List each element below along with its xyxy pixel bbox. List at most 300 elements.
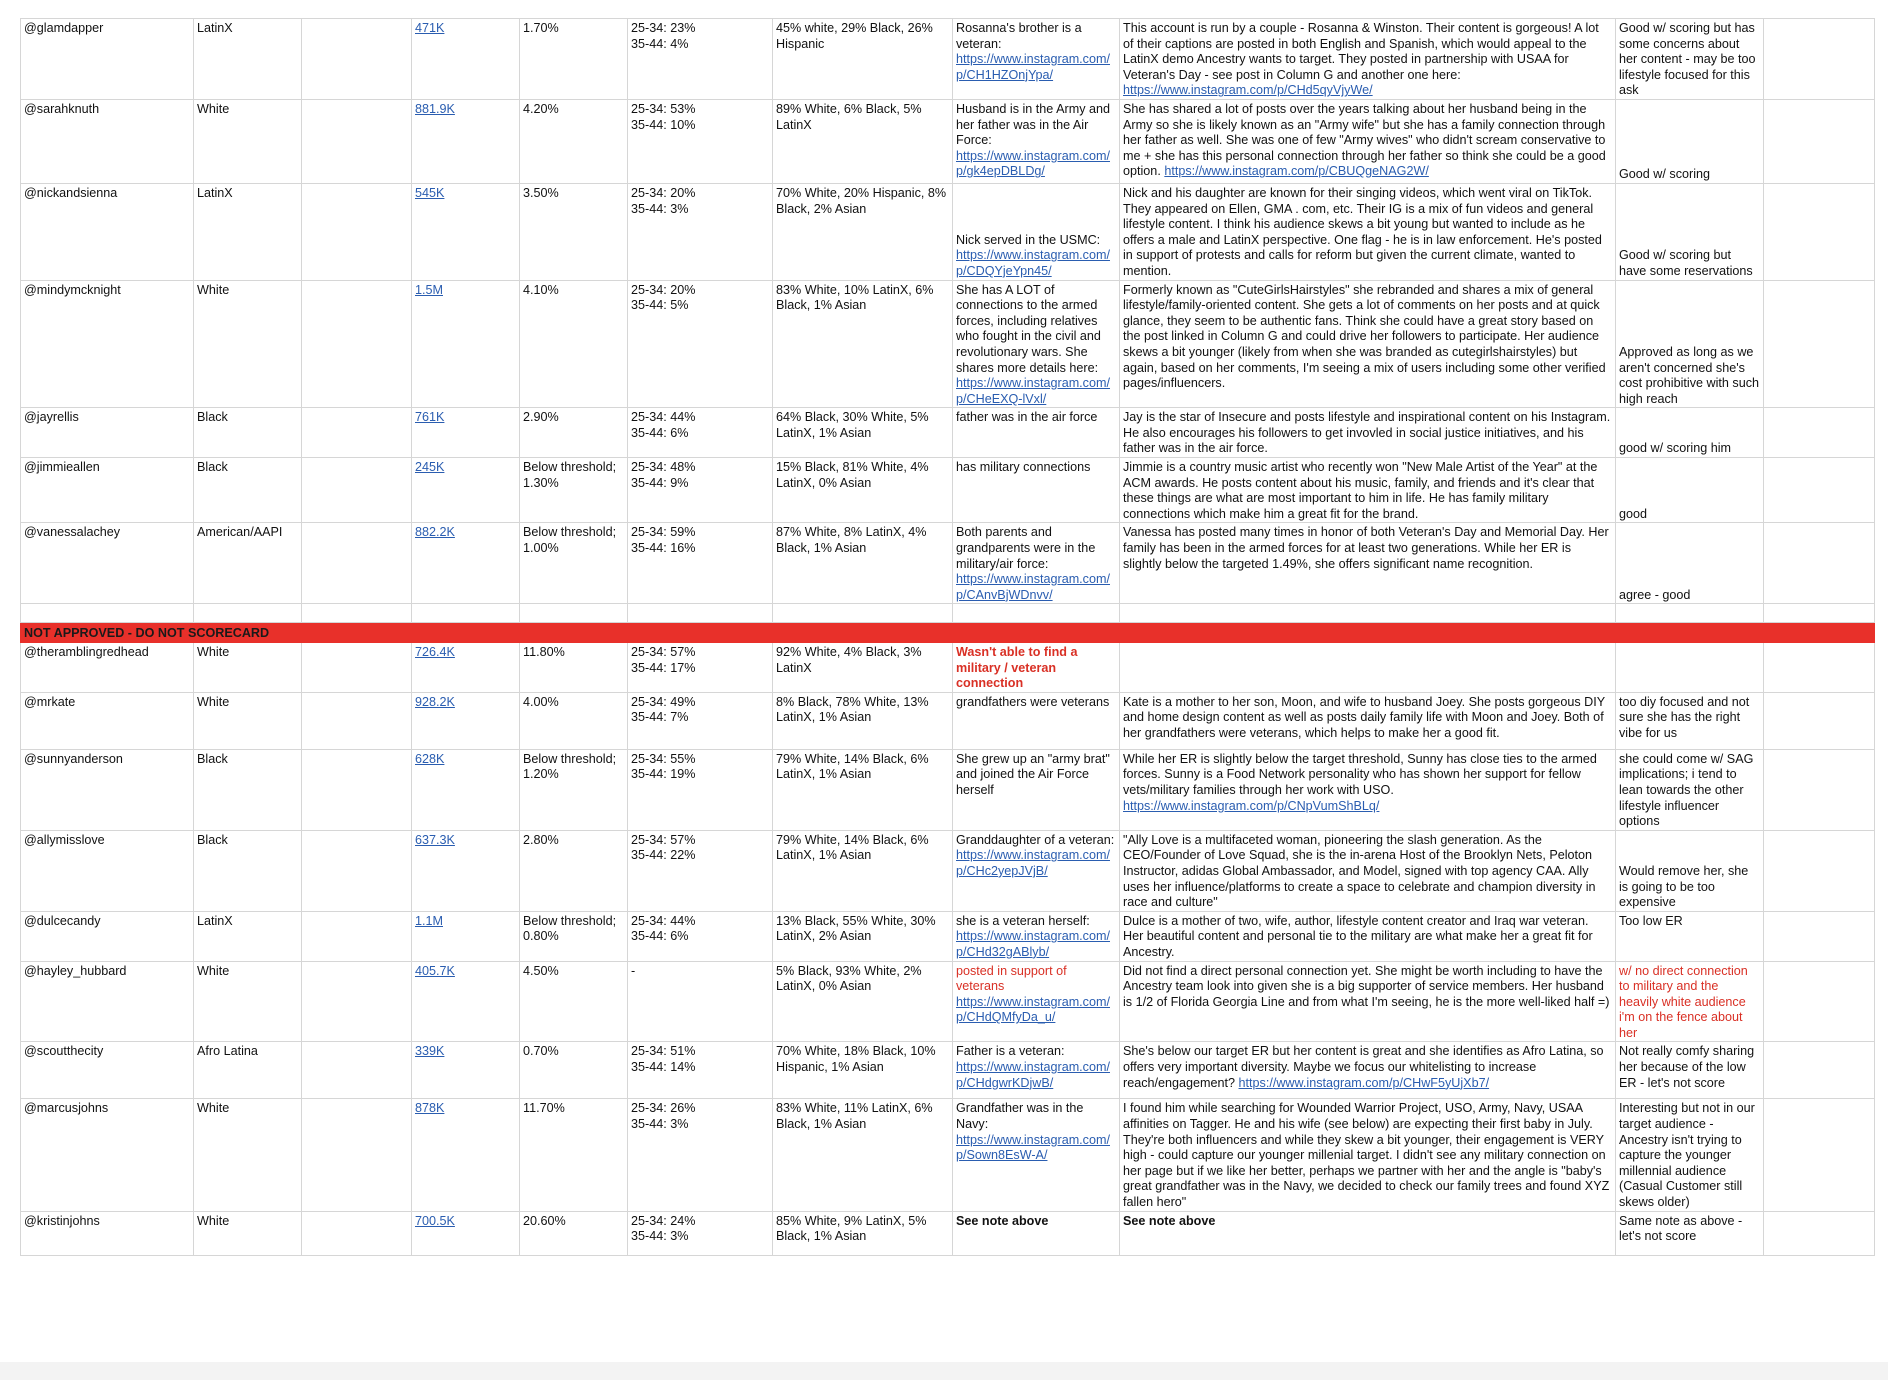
age-breakdown-cell[interactable] xyxy=(628,749,773,830)
handle-cell[interactable] xyxy=(21,458,194,523)
ethnicity-cell[interactable] xyxy=(194,1099,302,1211)
handle-text: @sunnyanderson xyxy=(24,751,123,766)
age-breakdown-cell[interactable] xyxy=(628,692,773,749)
handle-text: @glamdapper xyxy=(24,21,104,35)
audience-breakdown-cell[interactable] xyxy=(773,19,953,100)
empty-cell[interactable] xyxy=(302,643,412,693)
notes-text: She has shared a lot of posts over the years talking about her husband being in the Army so she is likely known as an "Army wife" but she has a family connection through her father as well. She was one of few "Army wives" who didn't scream conservative to me + she has this personal connection through her father so think she could be a good option. xyxy=(1123,101,1606,179)
notes-text: I found him while searching for Wounded Warrior Project, USO, Army, Navy, USAA affinities on Tagger. He and his wife (see below) are expecting their first baby in July. They're both influencers and while they skew a bit younger, their engagement is VERY high - could capture our younger millenial target. I didn't see any military connection on her page but if we like her better, perhaps we partner with her and the angle is "baby's great grandfather was in the Navy, we decided to check our family trees and found XYZ fallen hero" xyxy=(1123,1101,1610,1210)
notes-cell[interactable] xyxy=(1120,183,1616,280)
empty-cell[interactable] xyxy=(302,749,412,830)
audience-breakdown-cell[interactable] xyxy=(773,523,953,604)
followers-link[interactable]: 471K xyxy=(415,21,445,35)
feedback-cell[interactable] xyxy=(1616,1211,1764,1255)
notes-cell[interactable] xyxy=(1120,911,1616,961)
empty-cell[interactable] xyxy=(1764,183,1875,280)
followers-cell[interactable] xyxy=(412,408,520,458)
notes-cell[interactable] xyxy=(1120,961,1616,1042)
engagement-rate-text: 2.80% xyxy=(523,832,559,847)
followers-link[interactable]: 726.4K xyxy=(415,645,455,659)
age-breakdown-cell[interactable] xyxy=(628,830,773,911)
military-connection-cell[interactable] xyxy=(953,19,1120,100)
ethnicity-text: Black xyxy=(197,832,228,847)
military-connection-text: She grew up an "army brat" and joined the Air Force herself xyxy=(956,751,1110,797)
age-breakdown-text: 25-34: 20% 35-44: 3% xyxy=(631,185,696,216)
audience-breakdown-text: 92% White, 4% Black, 3% LatinX xyxy=(776,645,922,675)
empty-cell[interactable] xyxy=(1764,749,1875,830)
followers-link[interactable]: 545K xyxy=(415,185,445,200)
military-connection-link[interactable]: https://www.instagram.com/p/CHdQMfyDa_u/ xyxy=(956,994,1110,1025)
handle-text: @hayley_hubbard xyxy=(24,963,127,978)
ethnicity-cell[interactable] xyxy=(194,830,302,911)
followers-cell[interactable] xyxy=(412,961,520,1042)
feedback-text: good w/ scoring him xyxy=(1619,441,1731,456)
notes-text: Vanessa has posted many times in honor of both Veteran's Day and Memorial Day. Her family has been in the armed forces for at least two generations. While her ER is slightly below the targeted 1.49%, she offers significant name recognition. xyxy=(1123,525,1609,571)
feedback-text: Good w/ scoring but has some concerns about her content - may be too lifestyle focused for this ask xyxy=(1619,21,1756,98)
handle-cell[interactable] xyxy=(21,911,194,961)
engagement-rate-text: 4.10% xyxy=(523,282,559,297)
feedback-text: too diy focused and not sure she has the right vibe for us xyxy=(1619,694,1750,740)
notes-text: This account is run by a couple - Rosanna & Winston. Their content is gorgeous! A lot of their captions are posted in both English and Spanish, which would appeal to the LatinX demo Ancestry wants to target. They posted in partnership with USAA for Veteran's Day - see post in Column G and another one here: xyxy=(1123,21,1599,82)
feedback-cell[interactable] xyxy=(1616,523,1764,604)
empty-cell[interactable] xyxy=(302,1042,412,1099)
followers-link[interactable]: 1.1M xyxy=(415,913,443,928)
followers-cell[interactable] xyxy=(412,1211,520,1255)
empty-cell[interactable] xyxy=(302,523,412,604)
handle-cell[interactable] xyxy=(21,749,194,830)
engagement-rate-cell[interactable] xyxy=(520,523,628,604)
empty-cell[interactable] xyxy=(1764,408,1875,458)
audience-breakdown-cell[interactable] xyxy=(773,1042,953,1099)
ethnicity-cell[interactable] xyxy=(194,1042,302,1099)
age-breakdown-text: 25-34: 57% 35-44: 17% xyxy=(631,645,696,675)
audience-breakdown-text: 89% White, 6% Black, 5% LatinX xyxy=(776,101,922,132)
notes-link[interactable]: https://www.instagram.com/p/CBUQgeNAG2W/ xyxy=(1164,164,1429,179)
followers-link[interactable]: 339K xyxy=(415,1044,445,1059)
empty-cell[interactable] xyxy=(302,1099,412,1211)
table-row xyxy=(21,19,1875,100)
audience-breakdown-cell[interactable] xyxy=(773,280,953,408)
followers-cell[interactable] xyxy=(412,1099,520,1211)
handle-text: @nickandsienna xyxy=(24,185,118,200)
engagement-rate-cell[interactable] xyxy=(520,1211,628,1255)
empty-cell[interactable] xyxy=(302,830,412,911)
empty-cell[interactable] xyxy=(302,99,412,183)
feedback-text: good xyxy=(1619,506,1648,521)
followers-cell[interactable] xyxy=(412,830,520,911)
age-breakdown-cell[interactable] xyxy=(628,1211,773,1255)
military-connection-link[interactable]: https://www.instagram.com/p/CHeEXQ-lVxl/ xyxy=(956,376,1110,406)
engagement-rate-cell[interactable] xyxy=(520,749,628,830)
followers-cell[interactable] xyxy=(412,280,520,408)
notes-text: While her ER is slightly below the target threshold, Sunny has close ties to the armed forces. Sunny is a Food Network personality who has shown her support for fellow vets/military families through her work with USO. xyxy=(1123,751,1597,797)
notes-text: Dulce is a mother of two, wife, author, lifestyle content creator and Iraq war veteran. Her beautiful content and personal tie to the military are what make her a great fit for Ancestry. xyxy=(1123,913,1593,959)
empty-cell[interactable] xyxy=(302,1211,412,1255)
engagement-rate-cell[interactable] xyxy=(520,692,628,749)
followers-link[interactable]: 881.9K xyxy=(415,101,455,116)
empty-cell[interactable] xyxy=(302,19,412,100)
handle-cell[interactable] xyxy=(21,1099,194,1211)
feedback-text: Would remove her, she is going to be too expensive xyxy=(1619,863,1749,910)
feedback-text: she could come w/ SAG implications; i tend to lean towards the other lifestyle influencer options xyxy=(1619,751,1754,829)
age-breakdown-cell[interactable] xyxy=(628,523,773,604)
age-breakdown-cell[interactable] xyxy=(628,911,773,961)
audience-breakdown-text: 79% White, 14% Black, 6% LatinX, 1% Asian xyxy=(776,751,929,782)
handle-cell[interactable] xyxy=(21,830,194,911)
handle-text: @dulcecandy xyxy=(24,913,101,928)
handle-text: @marcusjohns xyxy=(24,1101,109,1116)
handle-cell[interactable] xyxy=(21,523,194,604)
table-row xyxy=(21,692,1875,749)
notes-cell[interactable] xyxy=(1120,830,1616,911)
military-connection-link[interactable]: https://www.instagram.com/p/CH1HZOnjYpa/ xyxy=(956,52,1110,82)
military-connection-cell[interactable] xyxy=(953,1099,1120,1211)
age-breakdown-cell[interactable] xyxy=(628,1099,773,1211)
military-connection-link[interactable]: https://www.instagram.com/p/CHd32gABlyb/ xyxy=(956,929,1110,959)
followers-cell[interactable] xyxy=(412,643,520,693)
engagement-rate-text: 11.70% xyxy=(523,1101,565,1116)
empty-cell[interactable] xyxy=(302,458,412,523)
feedback-cell[interactable] xyxy=(1616,1042,1764,1099)
ethnicity-cell[interactable] xyxy=(194,911,302,961)
age-breakdown-cell[interactable] xyxy=(628,183,773,280)
notes-cell[interactable] xyxy=(1120,749,1616,830)
empty-cell[interactable] xyxy=(302,911,412,961)
military-connection-cell[interactable] xyxy=(953,643,1120,693)
feedback-cell[interactable] xyxy=(1616,830,1764,911)
military-connection-text: Granddaughter of a veteran: xyxy=(956,832,1115,847)
age-breakdown-text: 25-34: 49% 35-44: 7% xyxy=(631,694,696,725)
military-connection-cell[interactable] xyxy=(953,280,1120,408)
empty-cell[interactable] xyxy=(1764,1211,1875,1255)
military-connection-cell[interactable] xyxy=(953,408,1120,458)
age-breakdown-cell[interactable] xyxy=(628,99,773,183)
followers-link[interactable]: 700.5K xyxy=(415,1213,455,1228)
empty-cell[interactable] xyxy=(1764,458,1875,523)
age-breakdown-text: 25-34: 44% 35-44: 6% xyxy=(631,410,696,440)
feedback-cell[interactable] xyxy=(1616,961,1764,1042)
ethnicity-cell[interactable] xyxy=(194,183,302,280)
age-breakdown-text: 25-34: 24% 35-44: 3% xyxy=(631,1213,696,1244)
empty-cell[interactable] xyxy=(1764,523,1875,604)
handle-cell[interactable] xyxy=(21,1211,194,1255)
followers-cell[interactable] xyxy=(412,183,520,280)
military-connection-link[interactable]: https://www.instagram.com/p/CHdgwrKDjwB/ xyxy=(956,1060,1110,1090)
age-breakdown-cell[interactable] xyxy=(628,1042,773,1099)
notes-text: Formerly known as "CuteGirlsHairstyles" she rebranded and shares a mix of general lifestyle/family-oriented content. She gets a lot of comments on her posts and at quick glance, they seem to be authentic fans. Think she could have a great story based on the post linked in Column G and could drive her followers to participate. Her audience skews a bit younger (likely from when she was branded as cutegirlshairstyles) but again, based on her comments, I'm seeing a mix of users including some other verified pages/influencers. xyxy=(1123,282,1606,391)
empty-cell[interactable] xyxy=(1764,961,1875,1042)
audience-breakdown-cell[interactable] xyxy=(773,692,953,749)
followers-link[interactable]: 928.2K xyxy=(415,694,455,709)
empty-cell[interactable] xyxy=(1764,643,1875,693)
audience-breakdown-cell[interactable] xyxy=(773,458,953,523)
age-breakdown-cell[interactable] xyxy=(628,280,773,408)
engagement-rate-cell[interactable] xyxy=(520,280,628,408)
audience-breakdown-cell[interactable] xyxy=(773,643,953,693)
empty-cell[interactable] xyxy=(302,692,412,749)
table-row xyxy=(21,1211,1875,1255)
notes-text: Nick and his daughter are known for their singing videos, which went viral on TikTok. They appeared on Ellen, GMA . com, etc. Their IG is a mix of fun videos and general lifestyle content. I think his audience skews a bit young but wanted to include as he offers a male and LatinX perspective. One flag - he is in law enforcement. He's posted in support of protests and calls for reform but given the current climate, wanted to mention. xyxy=(1123,185,1602,278)
engagement-rate-text: Below threshold; 1.00% xyxy=(523,525,617,556)
feedback-cell[interactable] xyxy=(1616,99,1764,183)
notes-text: See note above xyxy=(1123,1213,1216,1228)
empty-cell[interactable] xyxy=(302,408,412,458)
handle-cell[interactable] xyxy=(21,280,194,408)
audience-breakdown-text: 70% White, 20% Hispanic, 8% Black, 2% Asian xyxy=(776,185,947,216)
age-breakdown-text: 25-34: 20% 35-44: 5% xyxy=(631,282,696,313)
military-connection-text: Wasn't able to find a military / veteran connection xyxy=(956,645,1078,691)
engagement-rate-cell[interactable] xyxy=(520,458,628,523)
engagement-rate-cell[interactable] xyxy=(520,830,628,911)
military-connection-text: Grandfather was in the Navy: xyxy=(956,1101,1084,1132)
military-connection-cell[interactable] xyxy=(953,692,1120,749)
feedback-cell[interactable] xyxy=(1616,19,1764,100)
feedback-cell[interactable] xyxy=(1616,183,1764,280)
empty-cell[interactable] xyxy=(302,961,412,1042)
military-connection-link[interactable]: https://www.instagram.com/p/gk4epDBLDg/ xyxy=(956,148,1110,179)
table-row xyxy=(21,280,1875,408)
notes-cell[interactable] xyxy=(1120,523,1616,604)
notes-text: "Ally Love is a multifaceted woman, pioneering the slash generation. As the CEO/Founder of Love Squad, she is the in-arena Host of the Brooklyn Nets, Peloton Instructor, adidas Global Ambassador, and Model, signed with top agency CAA. Ally uses her influence/platforms to create a space to celebrate and champion diversity in race and culture" xyxy=(1123,832,1596,910)
not-approved-banner[interactable]: NOT APPROVED - DO NOT SCORECARD xyxy=(21,623,1875,643)
feedback-cell[interactable] xyxy=(1616,911,1764,961)
military-connection-text: posted in support of veterans xyxy=(956,963,1067,994)
military-connection-link[interactable]: https://www.instagram.com/p/Sown8EsW-A/ xyxy=(956,1132,1110,1163)
audience-breakdown-text: 15% Black, 81% White, 4% LatinX, 0% Asian xyxy=(776,460,929,490)
feedback-text: Not really comfy sharing her because of the low ER - let's not score xyxy=(1619,1044,1755,1090)
notes-link[interactable]: https://www.instagram.com/p/CHd5qyVjyWe/ xyxy=(1123,83,1373,98)
ethnicity-cell[interactable] xyxy=(194,280,302,408)
notes-cell[interactable] xyxy=(1120,19,1616,100)
age-breakdown-text: 25-34: 55% 35-44: 19% xyxy=(631,751,696,782)
handle-cell[interactable] xyxy=(21,643,194,693)
age-breakdown-text: - xyxy=(631,963,636,978)
followers-cell[interactable] xyxy=(412,19,520,100)
military-connection-cell[interactable] xyxy=(953,99,1120,183)
military-connection-cell[interactable] xyxy=(953,1042,1120,1099)
engagement-rate-cell[interactable] xyxy=(520,183,628,280)
handle-text: @vanessalachey xyxy=(24,525,121,540)
feedback-cell[interactable] xyxy=(1616,692,1764,749)
table-row xyxy=(21,183,1875,280)
military-connection-link[interactable]: https://www.instagram.com/p/CHc2yepJVjB/ xyxy=(956,848,1110,878)
notes-text: Jimmie is a country music artist who recently won "New Male Artist of the Year" at the ACM awards. He posts content about his music, family, and friends and it's clear that these things are what are most important to him in life. He has family military connections which make him a great fit for the brand. xyxy=(1123,460,1598,521)
notes-text: Jay is the star of Insecure and posts lifestyle and inspirational content on his Instagram. He also encourages his followers to get invovled in social justice initiatives, and his father was in the air force. xyxy=(1123,410,1611,456)
military-connection-cell[interactable] xyxy=(953,458,1120,523)
age-breakdown-text: 25-34: 57% 35-44: 22% xyxy=(631,832,696,863)
ethnicity-text: Black xyxy=(197,751,228,766)
military-connection-link[interactable]: https://www.instagram.com/p/CAnvBjWDnvv/ xyxy=(956,572,1110,602)
feedback-text: Good w/ scoring xyxy=(1619,167,1710,182)
military-connection-cell[interactable] xyxy=(953,961,1120,1042)
followers-cell[interactable] xyxy=(412,1042,520,1099)
table-row xyxy=(21,523,1875,604)
empty-cell[interactable] xyxy=(1764,692,1875,749)
ethnicity-cell[interactable] xyxy=(194,1211,302,1255)
table-row xyxy=(21,408,1875,458)
ethnicity-cell[interactable] xyxy=(194,961,302,1042)
ethnicity-cell[interactable] xyxy=(194,19,302,100)
engagement-rate-cell[interactable] xyxy=(520,961,628,1042)
feedback-cell[interactable] xyxy=(1616,458,1764,523)
empty-cell[interactable] xyxy=(1764,19,1875,100)
engagement-rate-text: 4.50% xyxy=(523,963,559,978)
age-breakdown-cell[interactable] xyxy=(628,961,773,1042)
military-connection-cell[interactable] xyxy=(953,749,1120,830)
influencer-table xyxy=(20,18,1875,1256)
age-breakdown-cell[interactable] xyxy=(628,458,773,523)
engagement-rate-cell[interactable] xyxy=(520,99,628,183)
ethnicity-cell[interactable] xyxy=(194,408,302,458)
age-breakdown-cell[interactable] xyxy=(628,19,773,100)
audience-breakdown-cell[interactable] xyxy=(773,830,953,911)
handle-text: @scoutthecity xyxy=(24,1044,104,1059)
empty-cell[interactable] xyxy=(1764,99,1875,183)
engagement-rate-text: 3.50% xyxy=(523,185,559,200)
followers-cell[interactable] xyxy=(412,911,520,961)
handle-cell[interactable] xyxy=(21,408,194,458)
military-connection-cell[interactable] xyxy=(953,183,1120,280)
ethnicity-text: White xyxy=(197,963,230,978)
audience-breakdown-cell[interactable] xyxy=(773,961,953,1042)
notes-cell[interactable] xyxy=(1120,1099,1616,1211)
feedback-cell[interactable] xyxy=(1616,749,1764,830)
handle-text: @allymisslove xyxy=(24,832,105,847)
engagement-rate-cell[interactable] xyxy=(520,408,628,458)
followers-link[interactable]: 405.7K xyxy=(415,963,455,978)
military-connection-text: father was in the air force xyxy=(956,410,1098,425)
engagement-rate-text: 2.90% xyxy=(523,410,559,425)
engagement-rate-cell[interactable] xyxy=(520,1042,628,1099)
handle-text: @jimmieallen xyxy=(24,460,100,475)
military-connection-cell[interactable] xyxy=(953,1211,1120,1255)
engagement-rate-cell[interactable] xyxy=(520,19,628,100)
followers-link[interactable]: 882.2K xyxy=(415,525,455,540)
empty-row xyxy=(21,604,1875,623)
military-connection-link[interactable]: https://www.instagram.com/p/CDQYjeYpn45/ xyxy=(956,248,1110,278)
handle-cell[interactable] xyxy=(21,19,194,100)
handle-cell[interactable] xyxy=(21,961,194,1042)
followers-cell[interactable] xyxy=(412,458,520,523)
ethnicity-cell[interactable] xyxy=(194,643,302,693)
audience-breakdown-cell[interactable] xyxy=(773,408,953,458)
empty-cell[interactable] xyxy=(302,183,412,280)
audience-breakdown-cell[interactable] xyxy=(773,183,953,280)
engagement-rate-cell[interactable] xyxy=(520,1099,628,1211)
notes-cell[interactable] xyxy=(1120,458,1616,523)
table-row xyxy=(21,749,1875,830)
feedback-text: Too low ER xyxy=(1619,913,1683,928)
engagement-rate-text: 11.80% xyxy=(523,645,565,659)
notes-cell[interactable] xyxy=(1120,1042,1616,1099)
followers-link[interactable]: 245K xyxy=(415,460,445,475)
engagement-rate-text: 1.70% xyxy=(523,21,559,35)
age-breakdown-cell[interactable] xyxy=(628,408,773,458)
ethnicity-text: White xyxy=(197,645,230,659)
audience-breakdown-cell[interactable] xyxy=(773,749,953,830)
ethnicity-cell[interactable] xyxy=(194,523,302,604)
engagement-rate-text: 4.20% xyxy=(523,101,559,116)
age-breakdown-text: 25-34: 26% 35-44: 3% xyxy=(631,1101,696,1132)
followers-link[interactable]: 761K xyxy=(415,410,445,425)
followers-cell[interactable] xyxy=(412,523,520,604)
engagement-rate-text: Below threshold; 1.30% xyxy=(523,460,617,490)
followers-link[interactable]: 1.5M xyxy=(415,282,443,297)
engagement-rate-cell[interactable] xyxy=(520,643,628,693)
military-connection-text: Nick served in the USMC: xyxy=(956,232,1101,247)
audience-breakdown-text: 5% Black, 93% White, 2% LatinX, 0% Asian xyxy=(776,963,922,994)
ethnicity-cell[interactable] xyxy=(194,458,302,523)
notes-link[interactable]: https://www.instagram.com/p/CHwF5yUjXb7/ xyxy=(1238,1075,1490,1090)
empty-cell[interactable] xyxy=(1764,1099,1875,1211)
feedback-cell[interactable] xyxy=(1616,643,1764,693)
notes-text: Kate is a mother to her son, Moon, and wife to husband Joey. She posts gorgeous DIY and home design content as well as posts daily family life with Moon and Joey. Both of her grandfathers were veterans, which helps to make her a good fit. xyxy=(1123,694,1605,740)
followers-cell[interactable] xyxy=(412,99,520,183)
notes-cell[interactable] xyxy=(1120,408,1616,458)
audience-breakdown-text: 45% white, 29% Black, 26% Hispanic xyxy=(776,21,933,51)
notes-cell[interactable] xyxy=(1120,99,1616,183)
age-breakdown-cell[interactable] xyxy=(628,643,773,693)
ethnicity-text: LatinX xyxy=(197,913,233,928)
military-connection-text: she is a veteran herself: xyxy=(956,913,1090,928)
feedback-cell[interactable] xyxy=(1616,280,1764,408)
military-connection-cell[interactable] xyxy=(953,523,1120,604)
followers-link[interactable]: 878K xyxy=(415,1101,445,1116)
ethnicity-text: White xyxy=(197,101,230,116)
followers-cell[interactable] xyxy=(412,692,520,749)
empty-cell[interactable] xyxy=(1764,280,1875,408)
audience-breakdown-cell[interactable] xyxy=(773,911,953,961)
feedback-cell[interactable] xyxy=(1616,408,1764,458)
notes-cell[interactable] xyxy=(1120,643,1616,693)
military-connection-cell[interactable] xyxy=(953,911,1120,961)
notes-cell[interactable] xyxy=(1120,1211,1616,1255)
followers-link[interactable]: 628K xyxy=(415,751,445,766)
ethnicity-text: American/AAPI xyxy=(197,525,283,540)
audience-breakdown-cell[interactable] xyxy=(773,1211,953,1255)
ethnicity-text: Afro Latina xyxy=(197,1044,258,1059)
handle-cell[interactable] xyxy=(21,692,194,749)
empty-cell[interactable] xyxy=(1764,911,1875,961)
ethnicity-cell[interactable] xyxy=(194,749,302,830)
followers-cell[interactable] xyxy=(412,749,520,830)
audience-breakdown-cell[interactable] xyxy=(773,1099,953,1211)
approved-rows xyxy=(21,19,1875,604)
military-connection-cell[interactable] xyxy=(953,830,1120,911)
handle-cell[interactable] xyxy=(21,99,194,183)
military-connection-text: Both parents and grandparents were in the military/air force: xyxy=(956,525,1096,571)
notes-cell[interactable] xyxy=(1120,280,1616,408)
audience-breakdown-text: 13% Black, 55% White, 30% LatinX, 2% Asian xyxy=(776,913,936,944)
engagement-rate-cell[interactable] xyxy=(520,911,628,961)
ethnicity-cell[interactable] xyxy=(194,692,302,749)
military-connection-text: Father is a veteran: xyxy=(956,1044,1065,1059)
engagement-rate-text: Below threshold; 1.20% xyxy=(523,751,617,782)
ethnicity-cell[interactable] xyxy=(194,99,302,183)
empty-cell[interactable] xyxy=(1764,830,1875,911)
handle-cell[interactable] xyxy=(21,183,194,280)
notes-link[interactable]: https://www.instagram.com/p/CNpVumShBLq/ xyxy=(1123,798,1380,813)
handle-text: @sarahknuth xyxy=(24,101,100,116)
feedback-cell[interactable] xyxy=(1616,1099,1764,1211)
empty-cell[interactable] xyxy=(302,280,412,408)
notes-cell[interactable] xyxy=(1120,692,1616,749)
section-spacer xyxy=(21,604,1875,643)
audience-breakdown-cell[interactable] xyxy=(773,99,953,183)
empty-cell[interactable] xyxy=(1764,1042,1875,1099)
followers-link[interactable]: 637.3K xyxy=(415,832,455,847)
handle-cell[interactable] xyxy=(21,1042,194,1099)
